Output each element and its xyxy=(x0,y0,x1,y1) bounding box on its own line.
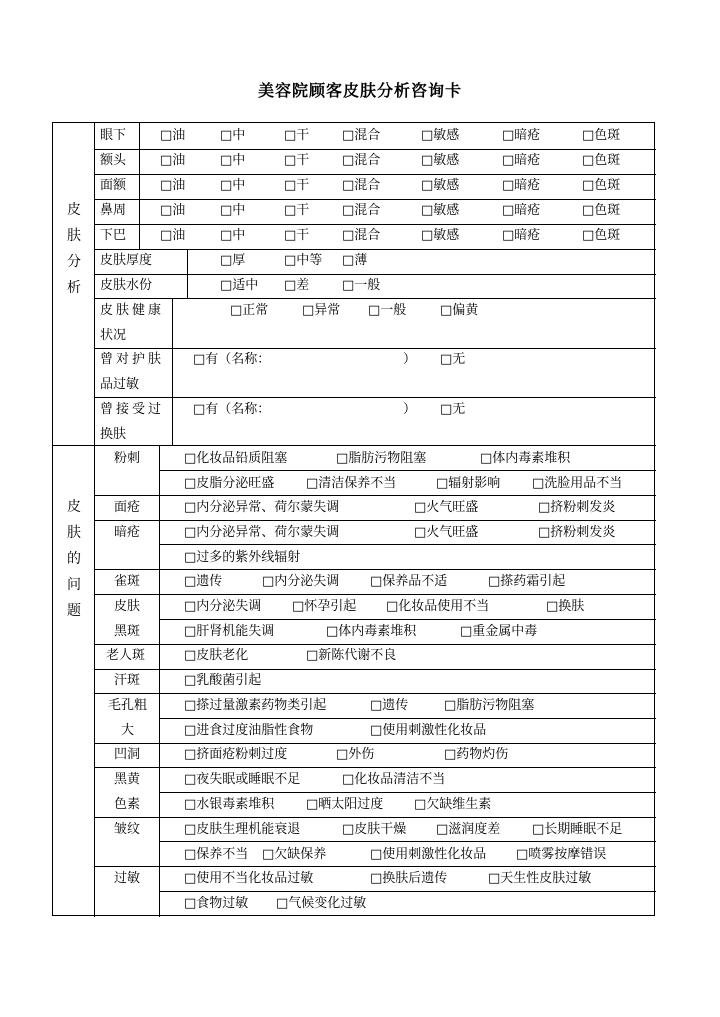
zone-label: 额头 xyxy=(100,153,127,168)
problem-option-checkbox[interactable]: □长期睡眠不足 xyxy=(532,822,623,837)
thickness-thin-checkbox[interactable]: □薄 xyxy=(342,253,368,268)
option-oily-checkbox[interactable]: □油 xyxy=(160,153,186,168)
allergy-yes-checkbox[interactable]: □有（名称： xyxy=(193,352,271,367)
problem-label-maokong: 毛孔粗 xyxy=(108,698,148,713)
allergy-label-line2: 品过敏 xyxy=(100,377,140,392)
problem-option-checkbox[interactable]: □皮肤干燥 xyxy=(342,822,407,837)
problem-option-checkbox[interactable]: □食物过敏 xyxy=(184,896,249,911)
peel-paren: ） xyxy=(403,402,417,417)
problem-option-checkbox[interactable]: □保养品不适 xyxy=(370,574,448,589)
section-label-char: 肤 xyxy=(67,525,81,541)
option-acne-checkbox[interactable]: □暗疮 xyxy=(502,178,541,193)
problem-option-checkbox[interactable]: □火气旺盛 xyxy=(414,500,479,515)
peel-yes-checkbox[interactable]: □有（名称： xyxy=(193,402,271,417)
section-label-char: 题 xyxy=(67,603,81,619)
problem-option-checkbox[interactable]: □搽药霜引起 xyxy=(488,574,566,589)
option-dry-checkbox[interactable]: □干 xyxy=(284,128,310,143)
zone-label: 鼻周 xyxy=(100,203,127,218)
health-label: 皮肤健康 xyxy=(100,303,165,318)
problem-label-anchuang: 暗疮 xyxy=(114,525,141,540)
allergy-paren: ） xyxy=(403,352,417,367)
problem-option-checkbox[interactable]: □化妆品铅质阻塞 xyxy=(184,451,288,466)
problem-option-checkbox[interactable]: □喷雾按摩错误 xyxy=(516,847,607,862)
problem-option-checkbox[interactable]: □挤粉刺发炎 xyxy=(538,525,616,540)
moisture-average-checkbox[interactable]: □一般 xyxy=(342,278,381,293)
section-label-char: 的 xyxy=(67,551,81,567)
problem-option-checkbox[interactable]: □夜失眠或睡眠不足 xyxy=(184,772,301,787)
section-label-char: 析 xyxy=(67,280,81,296)
health-yellowish-checkbox[interactable]: □偏黄 xyxy=(440,303,479,318)
problem-label-zhouwen: 皱纹 xyxy=(114,822,141,837)
moisture-poor-checkbox[interactable]: □差 xyxy=(284,278,310,293)
problem-option-checkbox[interactable]: □内分泌异常、荷尔蒙失调 xyxy=(184,500,340,515)
problem-option-checkbox[interactable]: □外伤 xyxy=(336,747,375,762)
problem-option-checkbox[interactable]: □火气旺盛 xyxy=(414,525,479,540)
health-average-checkbox[interactable]: □一般 xyxy=(368,303,407,318)
problem-option-checkbox[interactable]: □乳酸菌引起 xyxy=(184,673,262,688)
problem-option-checkbox[interactable]: □天生性皮肤过敏 xyxy=(488,871,592,886)
problem-option-checkbox[interactable]: □脂肪污物阻塞 xyxy=(444,698,535,713)
problem-label-heiban-line2: 黑斑 xyxy=(114,624,141,639)
zone-label: 面额 xyxy=(100,178,127,193)
problem-option-checkbox[interactable]: □气候变化过敏 xyxy=(276,896,367,911)
problem-option-checkbox[interactable]: □清洁保养不当 xyxy=(306,476,397,491)
problem-option-checkbox[interactable]: □欠缺维生素 xyxy=(414,797,492,812)
option-sensitive-checkbox[interactable]: □敏感 xyxy=(421,203,460,218)
problem-option-checkbox[interactable]: □体内毒素堆积 xyxy=(326,624,417,639)
section-label-char: 皮 xyxy=(67,499,81,515)
problem-option-checkbox[interactable]: □脂肪污物阻塞 xyxy=(336,451,427,466)
thickness-label: 皮肤厚度 xyxy=(100,253,153,268)
option-mixed-checkbox[interactable]: □混合 xyxy=(342,203,381,218)
moisture-moderate-checkbox[interactable]: □适中 xyxy=(220,278,259,293)
problem-option-checkbox[interactable]: □遗传 xyxy=(184,574,223,589)
health-label-line2: 状况 xyxy=(100,328,127,343)
problem-option-checkbox[interactable]: □搽过量激素药物类引起 xyxy=(184,698,327,713)
option-normal-checkbox[interactable]: □中 xyxy=(220,128,246,143)
problem-option-checkbox[interactable]: □皮肤老化 xyxy=(184,648,249,663)
problem-option-checkbox[interactable]: □化妆品使用不当 xyxy=(386,599,490,614)
allergy-no-checkbox[interactable]: □无 xyxy=(440,352,466,367)
option-acne-checkbox[interactable]: □暗疮 xyxy=(502,228,541,243)
problem-option-checkbox[interactable]: □皮肤生理机能衰退 xyxy=(184,822,301,837)
problem-option-checkbox[interactable]: □滋润度差 xyxy=(436,822,501,837)
option-dry-checkbox[interactable]: □干 xyxy=(284,203,310,218)
peel-label: 曾接受过 xyxy=(100,402,165,417)
problem-option-checkbox[interactable]: □使用刺激性化妆品 xyxy=(370,723,487,738)
problem-option-checkbox[interactable]: □晒太阳过度 xyxy=(306,797,384,812)
thickness-medium-checkbox[interactable]: □中等 xyxy=(284,253,323,268)
page-title: 美容院顾客皮肤分析咨询卡 xyxy=(257,81,462,100)
problem-option-checkbox[interactable]: □内分泌失调 xyxy=(184,599,262,614)
problem-label-heiban: 皮肤 xyxy=(114,599,141,614)
health-normal-checkbox[interactable]: □正常 xyxy=(230,303,269,318)
problem-label-heihuang-line2: 色素 xyxy=(114,797,141,812)
problem-label-mianchuang: 面疮 xyxy=(114,500,141,515)
problem-option-checkbox[interactable]: □怀孕引起 xyxy=(292,599,357,614)
section-label-skin-problems xyxy=(54,494,94,624)
option-dry-checkbox[interactable]: □干 xyxy=(284,153,310,168)
section-label-char: 分 xyxy=(67,254,81,270)
zone-label: 下巴 xyxy=(100,228,127,243)
problem-option-checkbox[interactable]: □内分泌失调 xyxy=(262,574,340,589)
option-spots-checkbox[interactable]: □色斑 xyxy=(582,203,621,218)
problem-label-queban: 雀斑 xyxy=(114,574,141,589)
problem-option-checkbox[interactable]: □使用刺激性化妆品 xyxy=(370,847,487,862)
section-label-char: 皮 xyxy=(67,202,81,218)
problem-option-checkbox[interactable]: □换肤后遗传 xyxy=(370,871,448,886)
option-acne-checkbox[interactable]: □暗疮 xyxy=(502,153,541,168)
option-normal-checkbox[interactable]: □中 xyxy=(220,203,246,218)
allergy-label: 曾对护肤 xyxy=(100,352,165,367)
problem-option-checkbox[interactable]: □进食过度油脂性食物 xyxy=(184,723,314,738)
option-spots-checkbox[interactable]: □色斑 xyxy=(582,178,621,193)
option-mixed-checkbox[interactable]: □混合 xyxy=(342,178,381,193)
section-label-char: 肤 xyxy=(67,228,81,244)
problem-option-checkbox[interactable]: □挤面疮粉刺过度 xyxy=(184,747,288,762)
option-normal-checkbox[interactable]: □中 xyxy=(220,228,246,243)
zone-label: 眼下 xyxy=(100,128,127,143)
peel-label-line2: 换肤 xyxy=(100,427,127,442)
option-sensitive-checkbox[interactable]: □敏感 xyxy=(421,178,460,193)
problem-option-checkbox[interactable]: □挤粉刺发炎 xyxy=(538,500,616,515)
problem-label-heihuang: 黑黄 xyxy=(114,772,141,787)
option-oily-checkbox[interactable]: □油 xyxy=(160,203,186,218)
problem-option-checkbox[interactable]: □辐射影响 xyxy=(436,476,501,491)
problem-label-aodong: 凹洞 xyxy=(114,747,141,762)
option-oily-checkbox[interactable]: □油 xyxy=(160,128,186,143)
option-spots-checkbox[interactable]: □色斑 xyxy=(582,128,621,143)
problem-option-checkbox[interactable]: □遗传 xyxy=(370,698,409,713)
option-sensitive-checkbox[interactable]: □敏感 xyxy=(421,128,460,143)
moisture-label: 皮肤水份 xyxy=(100,278,153,293)
problem-option-checkbox[interactable]: □皮脂分泌旺盛 xyxy=(184,476,275,491)
peel-no-checkbox[interactable]: □无 xyxy=(440,402,466,417)
problem-option-checkbox[interactable]: □欠缺保养 xyxy=(262,847,327,862)
problem-label-laorenban: 老人斑 xyxy=(106,648,146,663)
option-spots-checkbox[interactable]: □色斑 xyxy=(582,228,621,243)
option-dry-checkbox[interactable]: □干 xyxy=(284,228,310,243)
section-label-skin-analysis xyxy=(54,197,94,301)
option-mixed-checkbox[interactable]: □混合 xyxy=(342,228,381,243)
problem-option-checkbox[interactable]: □化妆品清洁不当 xyxy=(342,772,446,787)
option-dry-checkbox[interactable]: □干 xyxy=(284,178,310,193)
problem-option-checkbox[interactable]: □药物灼伤 xyxy=(444,747,509,762)
option-acne-checkbox[interactable]: □暗疮 xyxy=(502,128,541,143)
problem-option-checkbox[interactable]: □水银毒素堆积 xyxy=(184,797,275,812)
thickness-thick-checkbox[interactable]: □厚 xyxy=(220,253,246,268)
option-sensitive-checkbox[interactable]: □敏感 xyxy=(421,153,460,168)
problem-option-checkbox[interactable]: □洗脸用品不当 xyxy=(532,476,623,491)
problem-option-checkbox[interactable]: □重金属中毒 xyxy=(460,624,538,639)
problem-option-checkbox[interactable]: □内分泌异常、荷尔蒙失调 xyxy=(184,525,340,540)
problem-option-checkbox[interactable]: □保养不当 xyxy=(184,847,249,862)
option-normal-checkbox[interactable]: □中 xyxy=(220,153,246,168)
problem-label-fenci: 粉刺 xyxy=(114,451,141,466)
option-acne-checkbox[interactable]: □暗疮 xyxy=(502,203,541,218)
problem-option-checkbox[interactable]: □肝肾机能失调 xyxy=(184,624,275,639)
option-normal-checkbox[interactable]: □中 xyxy=(220,178,246,193)
option-mixed-checkbox[interactable]: □混合 xyxy=(342,128,381,143)
problem-option-checkbox[interactable]: □换肤 xyxy=(546,599,585,614)
problem-option-checkbox[interactable]: □新陈代谢不良 xyxy=(306,648,397,663)
problem-label-guomin: 过敏 xyxy=(114,871,141,886)
problem-option-checkbox[interactable]: □过多的紫外线辐射 xyxy=(184,550,301,565)
option-spots-checkbox[interactable]: □色斑 xyxy=(582,153,621,168)
option-sensitive-checkbox[interactable]: □敏感 xyxy=(421,228,460,243)
health-abnormal-checkbox[interactable]: □异常 xyxy=(302,303,341,318)
problem-option-checkbox[interactable]: □使用不当化妆品过敏 xyxy=(184,871,314,886)
section-label-char: 问 xyxy=(67,577,81,593)
problem-option-checkbox[interactable]: □体内毒素堆积 xyxy=(480,451,571,466)
option-mixed-checkbox[interactable]: □混合 xyxy=(342,153,381,168)
problem-label-maokong-line2: 大 xyxy=(121,723,135,738)
option-oily-checkbox[interactable]: □油 xyxy=(160,178,186,193)
problem-label-hanban: 汗斑 xyxy=(114,673,141,688)
option-oily-checkbox[interactable]: □油 xyxy=(160,228,186,243)
